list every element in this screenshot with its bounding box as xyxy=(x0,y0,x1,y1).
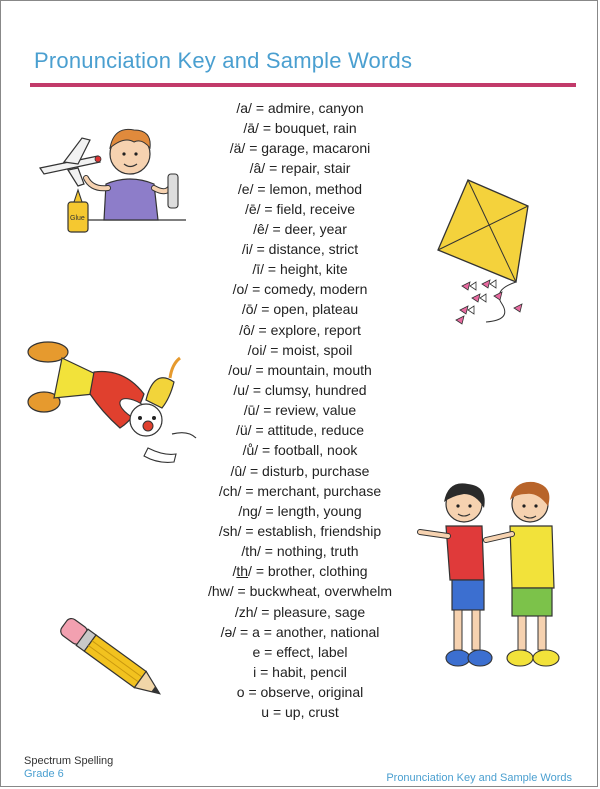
key-entry: /ng/ = length, young xyxy=(238,502,362,519)
key-entry: /hw/ = buckwheat, overwhelm xyxy=(207,583,393,600)
key-entry: /ū/ = review, value xyxy=(243,402,357,419)
page-title: Pronunciation Key and Sample Words xyxy=(34,48,413,73)
key-entry: /sh/ = establish, friendship xyxy=(218,522,382,539)
airplane-icon xyxy=(40,138,101,186)
pencil-illustration xyxy=(48,614,172,706)
key-entry: /ou/ = mountain, mouth xyxy=(228,361,372,378)
key-entry: o = observe, original xyxy=(236,684,364,701)
key-entry: /ê/ = deer, year xyxy=(253,220,347,237)
key-entry: /ch/ = merchant, purchase xyxy=(218,482,382,499)
key-entry: e = effect, label xyxy=(252,643,348,660)
key-entry: /e/ = lemon, method xyxy=(237,180,363,197)
key-entry-underlined-th: /th/ = brother, clothing xyxy=(232,563,368,580)
footer-left xyxy=(24,755,113,781)
kite-illustration xyxy=(432,170,542,340)
footer-section: Pronunciation Key and Sample Words xyxy=(386,772,572,784)
key-entry: /â/ = repair, stair xyxy=(249,160,351,177)
title-rule xyxy=(30,83,576,87)
boy-with-airplane-illustration xyxy=(38,116,188,244)
key-entry: /ə/ = a = another, national xyxy=(220,623,380,640)
key-entry: /û/ = disturb, purchase xyxy=(230,462,370,479)
key-entry: /ī/ = height, kite xyxy=(252,261,348,278)
key-entry: /ē/ = field, receive xyxy=(244,200,356,217)
key-entry: /ā/ = bouquet, rain xyxy=(243,120,357,137)
kids-illustration xyxy=(414,476,584,682)
key-entry: /i/ = distance, strict xyxy=(241,240,359,257)
key-entry: /ô/ = explore, report xyxy=(239,321,361,338)
glue-bottle-icon xyxy=(68,190,88,232)
key-entry: /ō/ = open, plateau xyxy=(241,301,359,318)
key-entry: i = habit, pencil xyxy=(253,663,347,680)
key-entry: /o/ = comedy, modern xyxy=(232,281,368,298)
key-entry: /a/ = admire, canyon xyxy=(236,100,364,116)
key-entry: /zh/ = pleasure, sage xyxy=(234,603,366,620)
key-entry: /u/ = clumsy, hundred xyxy=(233,381,367,398)
key-entry: u = up, crust xyxy=(261,704,339,721)
key-entry: /ü/ = attitude, reduce xyxy=(235,422,365,439)
footer-series: Spectrum Spelling xyxy=(24,755,114,767)
key-entry: /th/ = nothing, truth xyxy=(241,543,359,560)
key-entry: /ů/ = football, nook xyxy=(242,442,358,459)
clown-illustration xyxy=(24,338,204,478)
glue-label: Glue xyxy=(70,215,85,222)
footer-grade: Grade 6 xyxy=(24,768,64,780)
key-entry: /ä/ = garage, macaroni xyxy=(229,140,371,157)
key-entry: /oi/ = moist, spoil xyxy=(247,341,353,358)
